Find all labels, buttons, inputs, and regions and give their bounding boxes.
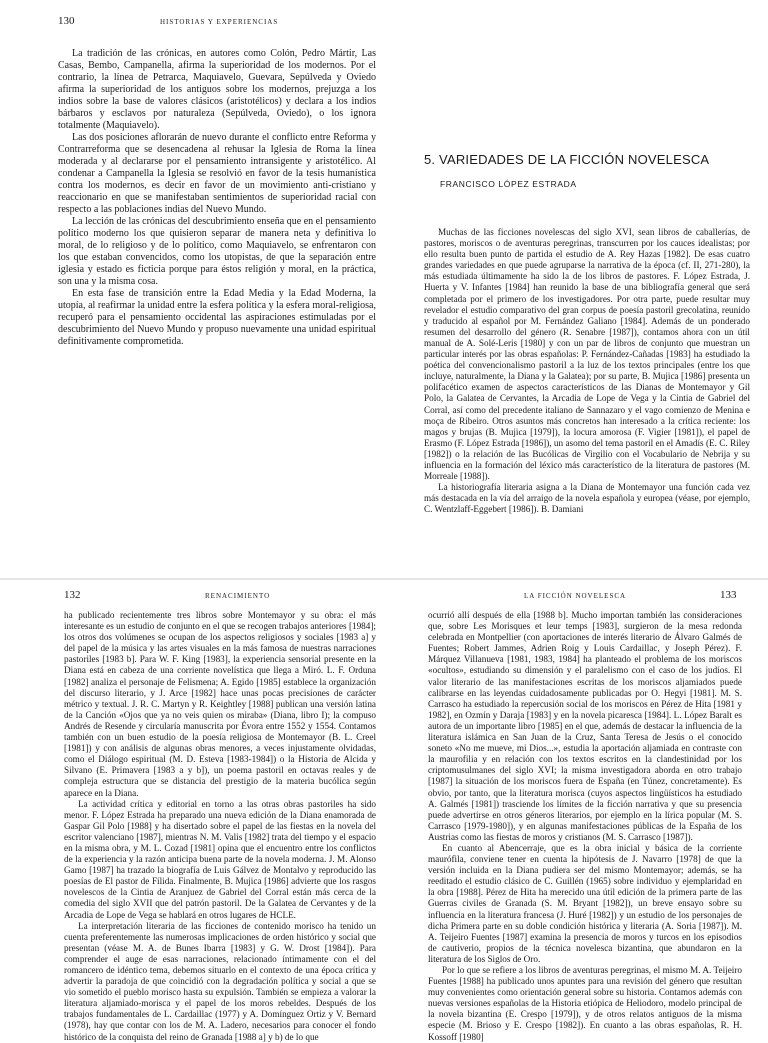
paragraph: La interpretación literaria de las ficciones de contenido morisco ha tenido un cuenta preferentemente las numerosas implicaciones de orden histórico y social que presentan (véase M. A. de Bunes Ibarra [1983] y G. W. Drost [1984]). Para comprender el auge de esas narraciones, relacionado íntimamente con el del romancero de idéntico tema, debemos situarlo en el contexto de una época crítica y advertir la paradoja de que coincidió con la degradación política y social a que se vio sometido el pueblo morisco hasta su expulsión. También se empieza a valorar la literatura aljamiado-morisca y el papel de los moros rebeldes. Después de los trabajos fundamentales de L. Cardaillac (1977) y A. Domínguez Ortiz y V. Bernard (1978), hay que contar con los de M. A. Ladero, necesarios para conocer el fondo histórico de la conquista del reino de Granada [1988 a] y b) de lo que bbox=[64, 920, 376, 1042]
paragraph: La tradición de las crónicas, en autores como Colón, Pedro Mártir, Las Casas, Bembo, Campanella, afirma la superioridad de los modernos. Por el contrario, la línea de Petrarca, Maquiavelo, Guevara, Sepúlveda y Oviedo afirma la superioridad de los antiguos sobre los modernos, prejuzga a los indios sobre la base de valores clásicos (aristotélicos) y declara a los indios bárbaros y esclavos por naturaleza (Sepúlveda, Oviedo), o los ignora totalmente (Maquiavelo). bbox=[58, 48, 376, 131]
paragraph: Por lo que se refiere a los libros de aventuras peregrinas, el mismo M. A. Teijeiro Fuentes [1988] ha publicado unos apuntes para una revisión del género que resultan muy convenientes como orientación general sobre su historia. Contamos además con nuevas versiones españolas de la Historia etiópica de Heliodoro, modelo principal de la novela bizantina (E. Crespo [1979]), y de otros relatos antiguos de la misma especie (M. Brioso y E. Crespo [1982]). En cuanto a las obras españolas, R. H. Kossoff [1980] bbox=[428, 965, 742, 1042]
paragraph: ocurrió allí después de ella [1988 b]. Mucho importan también las consideraciones que, sobre Les Morisques et leur temps [1983], surgieron de la mesa redonda celebrada en Montpellier (con aportaciones de interés literario de Álvaro Galmés de Fuentes; Robert Jammes, Adrien Roig y Louis Cardaillac, y Joseph Pérez). F. Márquez Villanueva [1981, 1983, 1984] ha planteado el problema de los moriscos «ocultos», estudiando su dimensión y el paralelismo con el caso de los judíos. El valor literario de las manifestaciones escritas de los moriscos aljamiados puede calibrarse en las leyendas cuidadosamente publicadas por O. Hegyi [1981]. M. S. Carrasco ha estudiado la repercusión social de los moriscos en Pérez de Hita [1981 y 1982], en Ozmín y Daraja [1983] y en la novela picaresca [1984]. L. López Baralt es autora de un importante libro [1985] en el que, además de destacar la influencia de la literatura islámica en San Juan de la Cruz, Santa Teresa de Jesús o el conocido soneto «No me mueve, mi Dios...», estudia la aportación aljamiada en contraste con la maurofilia y en relación con los textos escritos en la clandestinidad por los criptomusulmanes del siglo XVI; la misma investigadora aborda en otro trabajo [1987] la situación de los moriscos fuera de España (en Túnez, concretamente). Es obvio, por tanto, que la literatura morisca (cuyos aspectos lingüísticos ha estudiado A. Galmés [1981]) trasciende los límites de la ficción narrativa y que su presencia puede advertirse en otros géneros literarios, por ejemplo en la lírica popular (M. S. Carrasco [1979-1980]), y en algunas manifestaciones públicas de la España de los Austrias como las fiestas de moros y cristianos (M. S. Carrasco [1987]). bbox=[428, 610, 742, 842]
running-head: LA FICCIÓN NOVELESCA bbox=[524, 592, 627, 600]
paragraph: ha publicado recientemente tres libros sobre Montemayor y su obra: el más interesante es un estudio de conjunto en el que se recogen trabajos anteriores [1984]; los otros dos volúmenes se ocupan de los aspectos religiosos y sociales [1983 a] y del papel de la música y las artes visuales en la más famosa de nuestras narraciones pastoriles [1983 b]. Para W. F. King [1983], la experiencia sensorial presente en la Diana está en cabeza de una corriente novelística que llega a Miró. L. F. Orduna [1982] analiza el personaje de Felismena; A. Egido [1985] establece la organización del discurso literario, y J. Arce [1982] hace unas pocas precisiones de carácter métrico y textual. J. R. C. Martyn y R. Keightley [1988] publican una versión latina de la Canción «Ojos que ya no veis quien os miraba» (Diana, libro I); la compuso Andrés de Resende y circularía manuscrita por Évora entre 1552 y 1554. Contamos también con un buen estudio de la poesía religiosa de Montemayor (B. L. Creel [1981]) y con análisis de algunas obras menores, a veces injustamente olvidadas, como el Diálogo espiritual (M. D. Esteva [1983-1984]) o la Historia de Alcida y Silvano (E. Primavera [1983 a y b]), un poema pastoril en octavas reales y de compleja estructura que se distancia del prestigio de la materia bucólica según aparece en la Diana. bbox=[64, 610, 376, 798]
page-header bbox=[0, 14, 384, 28]
page-130 bbox=[0, 0, 384, 578]
paragraph: La lección de las crónicas del descubrimiento enseña que en el pensamiento político moderno los que quisieron separar de manera neta y definitiva lo moral, de lo religioso y de lo político, como Maquiavelo, se enfrentaron con los que estaban convencidos, como los utopistas, de que la separación entre iglesia y estado es ficticia porque para éstos religión y moral, en la práctica, son una y la misma cosa. bbox=[58, 216, 376, 287]
page-number: 132 bbox=[64, 589, 81, 601]
body-text bbox=[428, 610, 742, 1043]
page-number: 130 bbox=[58, 15, 75, 27]
paragraph: Las dos posiciones aflorarán de nuevo durante el conflicto entre Reforma y Contrarreforma que se desencadena al rehusar la Iglesia de Roma la línea moderada y al declararse por el pensamiento intransigente y aristotélico. Al condenar a Campanella la Iglesia se resolvió en favor de la tesis humanística contra los modernos, es decir en favor de un movimiento anti-cristiano y reaccionario en que se manifestaban sentimientos de superioridad racial con respecto a las poblaciones indias del Nuevo Mundo. bbox=[58, 132, 376, 215]
paragraph: Muchas de las ficciones novelescas del siglo XVI, sean libros de caballerías, de pastores, moriscos o de aventuras peregrinas, transcurren por los cauces idealistas; por ello resulta buen punto de partida el estudio de A. Rey Hazas [1982]. De esas cuatro grandes variedades en que puede agruparse la narrativa de la época (cf. II, 271-280), la más estudiada últimamente ha sido la de los libros de pastores. F. López Estrada, J. Huerta y V. Infantes [1984] han reunido la base de una bibliografía general que será completada por el primero de los investigadores. Por otra parte, puede resultar muy revelador el estudio comparativo del gran corpus de poesía pastoril grecolatina, reunido y traducido al español por M. Fernández Galiano [1984]. Además de un ponderado resumen del desarrollo del género (R. Senabre [1987]), contamos ahora con un útil manual de A. Solé-Leris [1980] y con un par de libros de conjunto que muestran un particular interés por las obras españolas: P. Fernández-Cañadas [1983] ha estudiado la poética del convencionalismo pastoril a la luz de los textos principales (entre los que incluye, naturalmente, la Diana y la Galatea); por su parte, B. Mujica [1986] presenta un polifacético examen de aspectos característicos de las Dianas de Montemayor y Gil Polo, la Galatea de Cervantes, la Arcadia de Lope de Vega y la Cintia de Gabriel del Corral, así como del precedente italiano de Sannazaro y el vago comienzo de Menina e moça de Ribeiro. Otros asuntos más concretos han interesado a la crítica reciente: los magos y brujas (B. Mujica [1979]), la locura amorosa (F. Vigier [1981]), el papel de Erasmo (F. López Estrada [1986]), un asomo del tema pastoril en el Amadís (E. C. Riley [1982]) o la relación de las Bucólicas de Virgilio con el Vocabulario de Nebrija y su influencia en la formación del léxico más característico de la literatura de pastores (M. Morreale [1988]). bbox=[424, 227, 750, 482]
paragraph: La actividad crítica y editorial en torno a las otras obras pastoriles ha sido menor. F. López Estrada ha preparado una nueva edición de la Diana enamorada de Gaspar Gil Polo [1988] y ha disertado sobre el papel de las fiestas en la novela del escritor valenciano [1987], mientras N. M. Valis [1982] trata del tiempo y el espacio en la misma obra, y M. L. Cozad [1981] opina que el encuentro entre los conflictos de la experiencia y la razón anticipa buena parte de la novela moderna. J. M. Alonso Gamo [1987] ha trazado la biografía de Luis Gálvez de Montalvo y reproducido las poesías de El pastor de Fílida. Finalmente, B. Mujica [1986] advierte que los rasgos novelescos de la Cintia de Aranjuez de Gabriel del Corral están más cerca de la comedia del siglo XVII que del patrón pastoril. De la Galatea de Cervantes y de la Arcadia de Lope de Vega se hablará en otros lugares de HCLE. bbox=[64, 798, 376, 920]
page-number: 133 bbox=[720, 589, 737, 601]
running-head: HISTORIAS Y EXPERIENCIAS bbox=[160, 18, 279, 26]
running-head: RENACIMIENTO bbox=[205, 592, 271, 600]
page-header bbox=[0, 588, 384, 602]
paragraph: La historiografía literaria asigna a la Diana de Montemayor una función cada vez más destacada en la vía del arraigo de la novela española y europea (véase, por ejemplo, C. Wentzlaff-Eggebert [1986]). B. Damiani bbox=[424, 482, 750, 515]
body-text bbox=[64, 610, 376, 1043]
chapter-title: 5. VARIEDADES DE LA FICCIÓN NOVELESCA bbox=[424, 152, 710, 167]
paragraph: En cuanto al Abencerraje, que es la obra inicial y básica de la corriente maurófila, conviene tener en cuenta la hipótesis de J. Navarro [1978] de que la versión incluida en la Diana pudiera ser del mismo Montemayor; además, se ha reeditado el estudio clásico de C. Guillén (1965) sobre individuo y ejemplaridad en la obra [1988]. Pérez de Hita ha merecido una útil edición de la primera parte de las Guerras civiles de Granada (S. M. Bryant [1982]), un breve ensayo sobre su influencia en la literatura francesa (J. Huré [1982]) y un estudio de los personajes de dicha Primera parte en su doble condición histórica y literaria (A. Soria [1987]). M. A. Teijeiro Fuentes [1987] examina la presencia de moros y turcos en los episodios de cautiverio, propios de la técnica novelesca bizantina, que abundaron en la literatura de los Siglos de Oro. bbox=[428, 842, 742, 964]
page-132 bbox=[0, 580, 384, 1042]
chapter-author: FRANCISCO LÓPEZ ESTRADA bbox=[440, 179, 577, 189]
body-text bbox=[58, 48, 376, 348]
body-text bbox=[424, 227, 750, 515]
page-131 bbox=[384, 0, 768, 578]
page-133 bbox=[384, 580, 768, 1042]
bottom-spread bbox=[0, 580, 768, 1042]
paragraph: En esta fase de transición entre la Edad Media y la Edad Moderna, la utopía, al reafirmar la unidad entre la esfera política y la esfera moral-religiosa, recuperó para el pensamiento occidental las aspiraciones estimuladas por el descubrimiento del Nuevo Mundo y propuso nuevamente una unidad espiritual definitivamente comprometida. bbox=[58, 288, 376, 347]
page-header bbox=[384, 588, 768, 602]
